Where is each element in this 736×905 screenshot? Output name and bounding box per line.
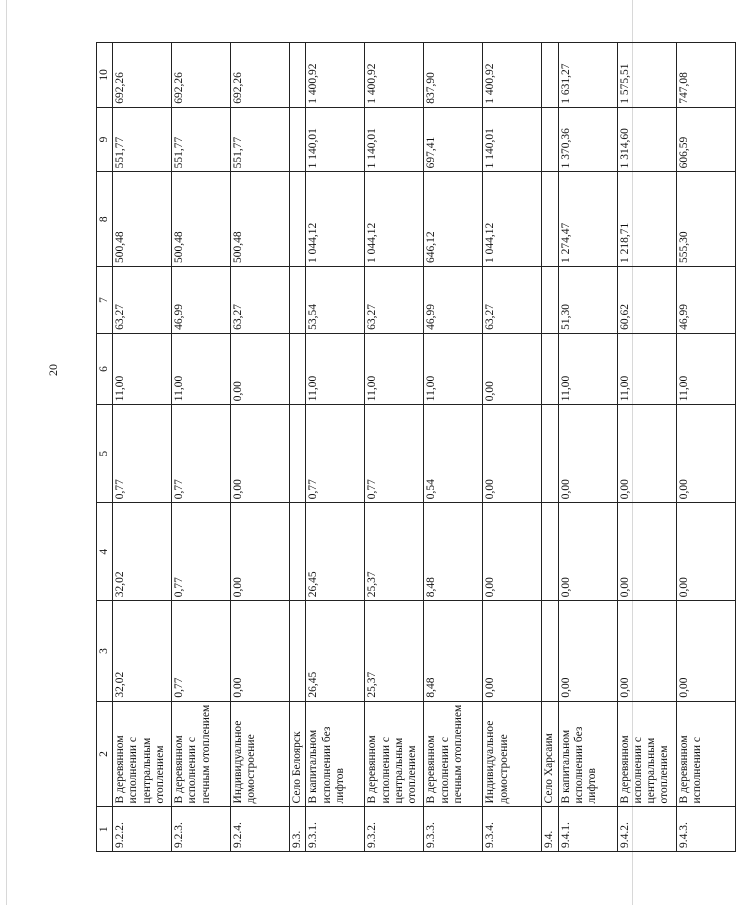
- row-name: Индивидуальное домостроение: [483, 701, 542, 807]
- row-name: Индивидуальное домостроение: [231, 701, 290, 807]
- row-name: В капитальном исполнении без лифтов: [558, 701, 617, 807]
- value-cell: [542, 333, 558, 404]
- row-name: Село Харсаим: [542, 701, 558, 807]
- value-cell: 1 370,36: [558, 107, 617, 172]
- row-number: 9.3.1.: [306, 807, 365, 852]
- value-cell: [290, 333, 306, 404]
- header-cell: 8: [97, 172, 113, 267]
- value-cell: 0,00: [558, 503, 617, 601]
- value-cell: 32,02: [113, 601, 172, 701]
- value-cell: 1 044,12: [483, 172, 542, 267]
- value-cell: 53,54: [306, 267, 365, 334]
- value-cell: 1 140,01: [483, 107, 542, 172]
- value-cell: 1 575,51: [617, 43, 676, 108]
- tariff-table-container: [96, 42, 703, 852]
- value-cell: [542, 267, 558, 334]
- row-name: Село Белоярск: [290, 701, 306, 807]
- value-cell: 26,45: [306, 503, 365, 601]
- table-row: [483, 43, 542, 852]
- row-number: 9.4.1.: [558, 807, 617, 852]
- value-cell: 0,00: [676, 503, 735, 601]
- value-cell: 555,30: [676, 172, 735, 267]
- value-cell: 1 400,92: [306, 43, 365, 108]
- header-row: [97, 43, 113, 852]
- value-cell: 46,99: [172, 267, 231, 334]
- row-number: 9.2.4.: [231, 807, 290, 852]
- table-body: [97, 43, 736, 852]
- value-cell: 11,00: [676, 333, 735, 404]
- value-cell: 500,48: [113, 172, 172, 267]
- value-cell: 60,62: [617, 267, 676, 334]
- value-cell: 692,26: [113, 43, 172, 108]
- section-row: [542, 43, 558, 852]
- value-cell: 697,41: [424, 107, 483, 172]
- table-row: [306, 43, 365, 852]
- value-cell: 51,30: [558, 267, 617, 334]
- value-cell: 1 274,47: [558, 172, 617, 267]
- value-cell: 25,37: [365, 503, 424, 601]
- table-row: [617, 43, 676, 852]
- value-cell: [542, 107, 558, 172]
- table-row: [558, 43, 617, 852]
- section-row: [290, 43, 306, 852]
- header-cell: 1: [97, 807, 113, 852]
- value-cell: 1 044,12: [365, 172, 424, 267]
- value-cell: 63,27: [483, 267, 542, 334]
- row-number: 9.2.3.: [172, 807, 231, 852]
- value-cell: [542, 43, 558, 108]
- value-cell: 692,26: [172, 43, 231, 108]
- value-cell: 0,77: [172, 405, 231, 503]
- value-cell: 646,12: [424, 172, 483, 267]
- page-number: 20: [46, 364, 60, 376]
- value-cell: 0,00: [231, 503, 290, 601]
- value-cell: 63,27: [231, 267, 290, 334]
- value-cell: 46,99: [424, 267, 483, 334]
- value-cell: 551,77: [231, 107, 290, 172]
- value-cell: 1 218,71: [617, 172, 676, 267]
- value-cell: 0,77: [306, 405, 365, 503]
- value-cell: 11,00: [617, 333, 676, 404]
- value-cell: 0,00: [676, 601, 735, 701]
- value-cell: [542, 405, 558, 503]
- value-cell: 46,99: [676, 267, 735, 334]
- row-number: 9.3.4.: [483, 807, 542, 852]
- table-row: [172, 43, 231, 852]
- value-cell: 11,00: [558, 333, 617, 404]
- row-name: В капитальном исполнении без лифтов: [306, 701, 365, 807]
- value-cell: [290, 267, 306, 334]
- header-cell: 6: [97, 333, 113, 404]
- value-cell: 63,27: [113, 267, 172, 334]
- value-cell: 500,48: [172, 172, 231, 267]
- value-cell: 11,00: [113, 333, 172, 404]
- value-cell: 1 314,60: [617, 107, 676, 172]
- value-cell: [290, 601, 306, 701]
- value-cell: 11,00: [306, 333, 365, 404]
- value-cell: 500,48: [231, 172, 290, 267]
- row-name: В деревянном исполнении с центральным отоплением: [365, 701, 424, 807]
- value-cell: 0,00: [483, 333, 542, 404]
- header-cell: 5: [97, 405, 113, 503]
- row-name: В деревянном исполнении с: [676, 701, 735, 807]
- value-cell: 0,00: [676, 405, 735, 503]
- value-cell: 26,45: [306, 601, 365, 701]
- value-cell: 8,48: [424, 601, 483, 701]
- value-cell: 1 631,27: [558, 43, 617, 108]
- header-cell: 7: [97, 267, 113, 334]
- value-cell: [290, 43, 306, 108]
- table-row: [113, 43, 172, 852]
- row-number: 9.4.2.: [617, 807, 676, 852]
- value-cell: 0,00: [231, 405, 290, 503]
- row-number: 9.4.3.: [676, 807, 735, 852]
- value-cell: 747,08: [676, 43, 735, 108]
- row-name: В деревянном исполнении с печным отоплением: [172, 701, 231, 807]
- header-cell: 9: [97, 107, 113, 172]
- value-cell: [290, 503, 306, 601]
- header-cell: 3: [97, 601, 113, 701]
- row-number: 9.3.2.: [365, 807, 424, 852]
- value-cell: 0,00: [483, 405, 542, 503]
- value-cell: 606,59: [676, 107, 735, 172]
- value-cell: [542, 503, 558, 601]
- header-cell: 4: [97, 503, 113, 601]
- value-cell: 0,77: [113, 405, 172, 503]
- value-cell: 0,00: [617, 601, 676, 701]
- value-cell: 1 044,12: [306, 172, 365, 267]
- value-cell: [542, 601, 558, 701]
- value-cell: [542, 172, 558, 267]
- value-cell: 551,77: [172, 107, 231, 172]
- value-cell: 1 400,92: [483, 43, 542, 108]
- value-cell: 0,77: [172, 503, 231, 601]
- table-row: [676, 43, 735, 852]
- value-cell: 0,00: [558, 601, 617, 701]
- table-row: [424, 43, 483, 852]
- value-cell: [290, 107, 306, 172]
- value-cell: 0,00: [617, 405, 676, 503]
- value-cell: 0,00: [483, 503, 542, 601]
- value-cell: 25,37: [365, 601, 424, 701]
- row-name: В деревянном исполнении с центральным отоплением: [617, 701, 676, 807]
- value-cell: 0,00: [231, 333, 290, 404]
- value-cell: 692,26: [231, 43, 290, 108]
- value-cell: [290, 405, 306, 503]
- row-name: В деревянном исполнении с печным отоплением: [424, 701, 483, 807]
- value-cell: 0,00: [617, 503, 676, 601]
- row-number: 9.3.3.: [424, 807, 483, 852]
- value-cell: 0,77: [365, 405, 424, 503]
- value-cell: 837,90: [424, 43, 483, 108]
- value-cell: 0,00: [558, 405, 617, 503]
- value-cell: 0,77: [172, 601, 231, 701]
- row-number: 9.2.2.: [113, 807, 172, 852]
- value-cell: 32,02: [113, 503, 172, 601]
- row-number: 9.3.: [290, 807, 306, 852]
- value-cell: 63,27: [365, 267, 424, 334]
- header-cell: 10: [97, 43, 113, 108]
- value-cell: 0,54: [424, 405, 483, 503]
- value-cell: 8,48: [424, 503, 483, 601]
- value-cell: 0,00: [483, 601, 542, 701]
- value-cell: 551,77: [113, 107, 172, 172]
- value-cell: 11,00: [365, 333, 424, 404]
- value-cell: 0,00: [231, 601, 290, 701]
- value-cell: 11,00: [424, 333, 483, 404]
- value-cell: [290, 172, 306, 267]
- value-cell: 1 400,92: [365, 43, 424, 108]
- value-cell: 11,00: [172, 333, 231, 404]
- table-row: [365, 43, 424, 852]
- row-name: В деревянном исполнении с центральным отоплением: [113, 701, 172, 807]
- value-cell: 1 140,01: [306, 107, 365, 172]
- tariff-table: [96, 42, 736, 852]
- table-row: [231, 43, 290, 852]
- value-cell: 1 140,01: [365, 107, 424, 172]
- header-cell: 2: [97, 701, 113, 807]
- row-number: 9.4.: [542, 807, 558, 852]
